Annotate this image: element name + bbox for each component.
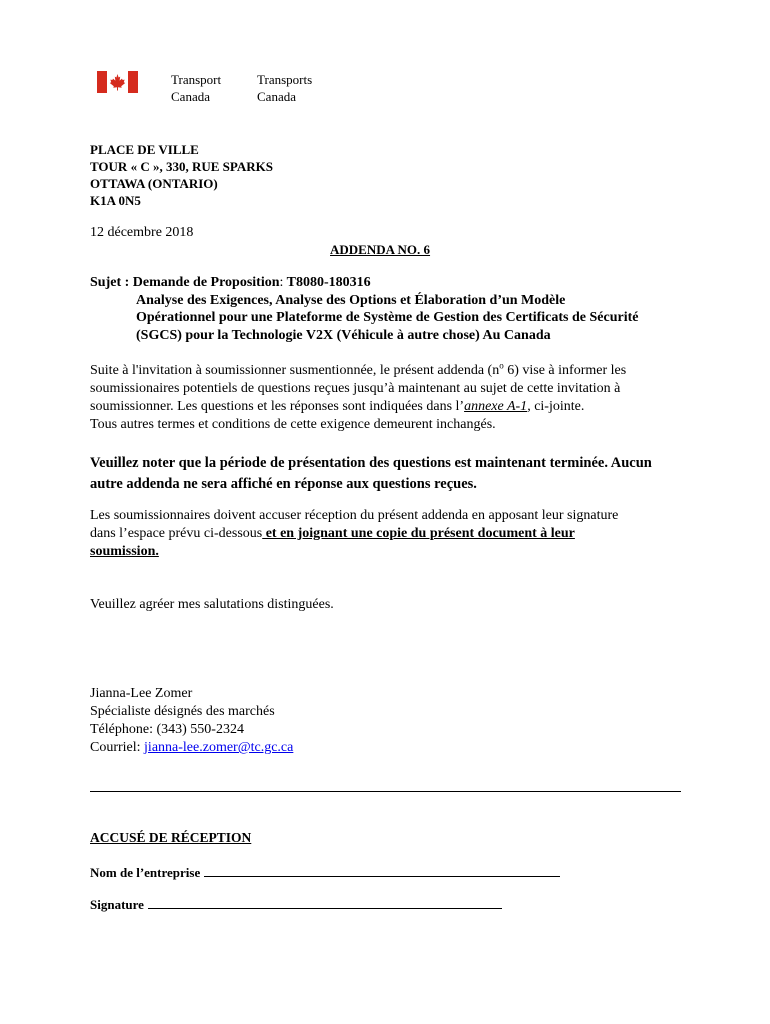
- signature-blank[interactable]: [148, 898, 502, 909]
- addenda-title: ADDENDA NO. 6: [330, 242, 431, 257]
- department-name-french: Transports Canada: [257, 72, 313, 104]
- closing-salutation: Veuillez agréer mes salutations distinguées.: [90, 597, 334, 612]
- subject-title-line: Analyse des Exigences, Analyse des Options et Élaboration d’un Modèle: [136, 292, 566, 308]
- subject-reference: T8080-180316: [286, 275, 371, 290]
- subject-label: Sujet : Demande de Proposition: [90, 275, 280, 290]
- address-line: OTTAWA (ONTARIO): [90, 176, 218, 191]
- horizontal-divider: [90, 791, 681, 792]
- canada-flag-icon: [97, 71, 138, 93]
- signatory-block: Jianna-Lee Zomer Spécialiste désignés des marchés Téléphone: (343) 550-2324 Courriel: jianna-lee.zomer@tc.gc.ca: [90, 686, 294, 755]
- address-block: [90, 141, 273, 209]
- company-name-label: Nom de l’entreprise: [90, 865, 201, 880]
- signature-label: Signature: [90, 897, 144, 912]
- company-name-blank[interactable]: [204, 866, 560, 877]
- intro-paragraph: Suite à l'invitation à soumissionner susmentionnée, le présent addenda ($n^o$ 6) vise à informer les soumissionaires potentiels de questions reçues jusqu’à maintenant au sujet de cette invitation à soumissionner. Les questions et les réponses sont indiquées dans l’annexe A-1, ci-jointe. Tous autres termes et conditions de cette exigence demeurent inchangés.: [90, 360, 627, 432]
- signature-field[interactable]: [90, 897, 502, 913]
- address-line: K1A 0N5: [90, 193, 141, 208]
- subject-title-line: (SGCS) pour la Technologie V2X (Véhicule à autre chose) Au Canada: [136, 327, 551, 343]
- signatory-name: Jianna-Lee Zomer: [90, 686, 193, 701]
- department-name-english: Transport Canada: [171, 72, 222, 104]
- annex-reference: annexe A-1: [464, 399, 528, 414]
- email-link[interactable]: jianna-lee.zomer@tc.gc.ca: [144, 740, 294, 755]
- address-line: PLACE DE VILLE: [90, 142, 199, 157]
- document-date: 12 décembre 2018: [90, 225, 194, 240]
- notice-paragraph: Veuillez noter que la période de présentation des questions est maintenant terminée. Aucun autre addenda ne sera affiché en réponse aux questions reçues.: [90, 455, 652, 492]
- acknowledgement-instructions: Les soumissionnaires doivent accuser réception du présent addenda en apposant leur signature dans l’espace prévu ci-dessous et en joignant une copie du présent document à leur soumission.: [90, 508, 619, 559]
- signatory-title: Spécialiste désignés des marchés: [90, 704, 275, 719]
- subject-title-line: Opérationnel pour une Plateforme de Système de Gestion des Certificats de Sécurité: [136, 310, 639, 325]
- subject-block: Sujet : Demande de Proposition: T8080-180316 Analyse des Exigences, Analyse des Options et Élaboration d’un Modèle Opérationnel pour une Plateforme de Système de Gestion des Certificats de Sécurité (SGCS) pour la Technologie V2X (Véhicule à autre chose) Au Canada: [90, 274, 690, 344]
- company-name-field[interactable]: [90, 865, 560, 881]
- address-line: TOUR « C », 330, RUE SPARKS: [90, 159, 273, 174]
- signatory-phone: Téléphone: (343) 550-2324: [90, 722, 244, 737]
- acknowledgement-title: ACCUSÉ DE RÉCEPTION: [90, 830, 252, 845]
